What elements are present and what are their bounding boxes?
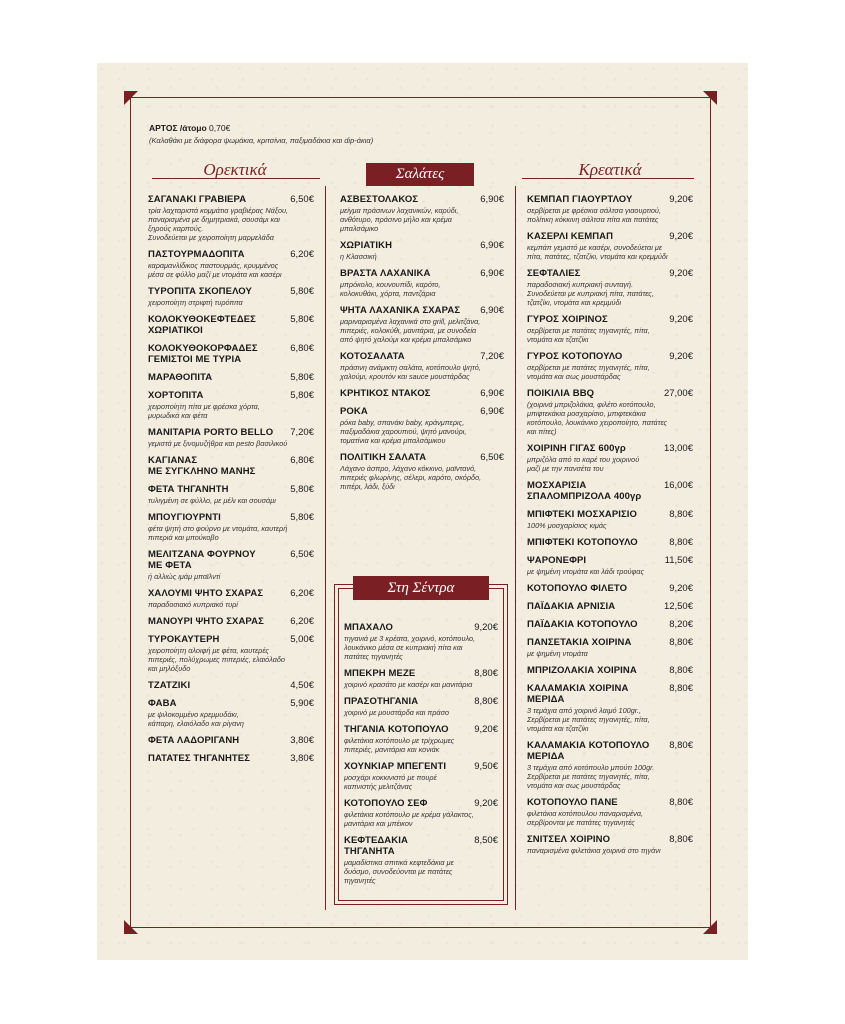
item-description: σερβίρεται με πατάτες τηγανητές, πίτα, ντομάτα και σως μουστάρδας: [527, 363, 650, 381]
item-description: Λάχανο άσπρο, λάχανο κόκκινο, μαϊντανό, πιπεριές φλωρίνης, σέλερι, καρότο, σκόρδο, πιπέρι, λάδι, ξύδι: [340, 464, 482, 491]
item-price: 8,80€: [669, 683, 693, 694]
item-description: ρόκα baby, σπανάκι baby, κράνμπερις, παξιμαδάκια χαρουπιού, ψητό μανούρι, τοματίνια και κρέμα μπαλσάμικου: [340, 418, 467, 445]
item-price: 9,20€: [474, 798, 498, 809]
item-price: 8,80€: [474, 668, 498, 679]
item-price: 3,80€: [290, 735, 314, 746]
menu-item: [527, 351, 693, 381]
item-description: μαριναρισμένα λαχανικά στο grill, μελιτζάνα, πιπεριές, κολοκύθι, μανιτάρια, με συνοδεία από ψητό χαλούμι και κρέμα μπαλσάμικο: [340, 317, 481, 344]
item-price: 9,50€: [474, 761, 498, 772]
menu-item: [148, 698, 314, 728]
item-name: ΚΟΤΟΠΟΥΛΟ ΣΕΦ: [344, 798, 428, 809]
menu-item: [527, 555, 693, 576]
item-price: 8,80€: [669, 834, 693, 845]
item-description: τηγανιά με 3 κρέατα, χοιρινό, κοτόπουλο, λουκάνικο μέσα σε κυπριακή πίτα και πατάτες τηγανητές: [344, 634, 476, 661]
menu-item: [527, 314, 693, 344]
item-description: ή αλλιώς ιμάμ μπαϊλντί: [148, 572, 221, 581]
menu-item: [527, 509, 693, 530]
item-description: παναρισμένα φιλετάκια χοιρινά στο τηγάνι: [527, 846, 661, 855]
item-name: ΜΠΟΥΓΙΟΥΡΝΤΙ: [148, 512, 221, 523]
menu-item: [340, 194, 504, 233]
menu-item: [340, 406, 504, 445]
item-name: ΧΟΡΤΟΠΙΤΑ: [148, 390, 204, 401]
menu-item: [148, 588, 314, 609]
item-price: 9,20€: [669, 194, 693, 205]
item-description: κεμπάπ γεμιστό με κασέρι, συνοδεύεται με πίτα, πατάτες, τζατζίκι, ντομάτα και κρεμμύδι: [527, 243, 668, 261]
item-price: 6,80€: [290, 343, 314, 354]
menu-item: [148, 455, 314, 477]
item-name: ΜΠΡΙΖΟΛΑΚΙΑ ΧΟΙΡΙΝΑ: [527, 665, 637, 676]
menu-item: [527, 443, 693, 473]
menu-item: [148, 549, 314, 581]
item-name: ΠΡΑΣΟΤΗΓΑΝΙΑ: [344, 696, 419, 707]
item-description: 100% μοσχαρίσιος κιμάς: [527, 521, 607, 530]
menu-item: [527, 834, 693, 855]
menu-item: [148, 314, 314, 336]
item-price: 6,20€: [290, 616, 314, 627]
item-description: η Κλασσική: [340, 252, 377, 261]
item-name: ΠΑΪΔΑΚΙΑ ΑΡΝΙΣΙΑ: [527, 601, 616, 612]
item-price: 27,00€: [663, 388, 693, 399]
menu-item: [148, 634, 314, 673]
item-name: ΠΑΤΑΤΕΣ ΤΗΓΑΝΗΤΕΣ: [148, 753, 251, 764]
item-name: ΧΟΙΡΙΝΗ ΓΙΓΑΣ 600γρ: [527, 443, 626, 454]
menu-item: [148, 753, 314, 764]
item-price: 8,80€: [669, 637, 693, 648]
item-description: παραδοσιακή κυπριακή συνταγή. Συνοδεύεται με κυπριακή πίτα, πατάτες, τζατζίκι, ντομάτα και κρεμμύδι: [527, 280, 654, 307]
menu-item: [148, 427, 314, 448]
item-price: 9,20€: [474, 622, 498, 633]
item-price: 5,80€: [290, 390, 314, 401]
item-description: μείγμα πράσινων λαχανικών, καρύδι, ανθότυρο, πράσινο μήλο και κρέμα μπαλσάμικο: [340, 206, 459, 233]
item-price: 5,80€: [290, 286, 314, 297]
menu-item: [148, 249, 314, 279]
item-price: 13,00€: [663, 443, 693, 454]
item-description: μαμαδίστικα σπιτικά κεφτεδάκια με δυόσμο, συνοδεύονται με πατάτες τηγανητές: [344, 858, 454, 885]
item-name: ΜΠΙΦΤΕΚΙ ΜΟΣΧΑΡΙΣΙΟ: [527, 509, 638, 520]
item-price: 5,00€: [290, 634, 314, 645]
menu-item: [148, 390, 314, 420]
item-price: 9,20€: [474, 724, 498, 735]
item-price: 6,90€: [480, 194, 504, 205]
item-description: 3 τεμάχια από χοιρινό λαιμό 100gr., Σερβίρεται με πατάτες τηγανητές, πίτα, ντομάτα και τζατζίκι: [527, 706, 650, 733]
menu-item: [148, 512, 314, 542]
menu-item: [527, 388, 693, 436]
item-description: χοιρινό κρασάτο με κασέρι και μανιτάρια: [344, 680, 473, 689]
menu-item: [527, 480, 693, 502]
item-price: 6,50€: [290, 194, 314, 205]
column-divider: [515, 186, 516, 910]
item-price: 9,20€: [669, 231, 693, 242]
item-description: (χοιρινά μπριζολάκια, φιλέτο κοτόπουλο, μπιφτεκάκια μοσχαρίσιο, μπιφτεκάκια κοτόπουλο, λουκάνικο χειροποίητο, πατάτες και πίτες): [527, 400, 668, 436]
item-price: 5,80€: [290, 372, 314, 383]
item-name: ΜΠΙΦΤΕΚΙ ΚΟΤΟΠΟΥΛΟ: [527, 537, 638, 548]
menu-item: [340, 240, 504, 261]
item-description: παραδοσιακό κυπριακό τυρί: [148, 600, 238, 609]
menu-item: [148, 194, 314, 242]
item-name: ΧΩΡΙΑΤΙΚΗ: [340, 240, 393, 251]
menu-item: [148, 372, 314, 383]
item-price: 8,20€: [669, 619, 693, 630]
menu-item: [344, 696, 498, 717]
item-price: 3,80€: [290, 753, 314, 764]
section-banner-salates: Σαλάτες: [366, 163, 474, 186]
menu-item: [344, 668, 498, 689]
item-description: φιλετάκια κοτόπουλο με κρέμα γάλακτος, μανιτάρια και μπέικον: [344, 810, 474, 828]
item-price: 8,80€: [669, 740, 693, 751]
salates-list: [340, 194, 504, 498]
item-price: 9,20€: [669, 268, 693, 279]
menu-item: [340, 305, 504, 344]
section-title-orektika: Ορεκτικά: [203, 160, 267, 179]
item-name: ΚΕΦΤΕΔΑΚΙΑ ΤΗΓΑΝΗΤΑ: [344, 835, 408, 857]
item-name: ΚΟΛΟΚΥΘΟΚΕΦΤΕΔΕΣ ΧΩΡΙΑΤΙΚΟΙ: [148, 314, 256, 336]
item-description: γεμιστά με ξινομυζήθρα και pesto βασιλικού: [148, 439, 288, 448]
item-price: 6,50€: [480, 452, 504, 463]
item-name: ΣΝΙΤΣΕΛ ΧΟΙΡΙΝΟ: [527, 834, 611, 845]
menu-item: [340, 388, 504, 399]
item-description: 3 τεμάχια από κοτόπουλο μπούτι 100gr. Σερβίρεται με πατάτες τηγανητές, πίτα, ντομάτα και σως μουστάρδας: [527, 763, 655, 790]
item-price: 6,20€: [290, 249, 314, 260]
item-description: φιλετάκια κοτόπουλου παναρισμένα, σερβίρονται με πατάτες τηγανητές: [527, 809, 644, 827]
menu-item: [527, 194, 693, 224]
item-name: ΚΟΛΟΚΥΘΟΚΟΡΦΑΔΕΣ ΓΕΜΙΣΤΟΙ ΜΕ ΤΥΡΙΑ: [148, 343, 258, 365]
item-name: ΑΣΒΕΣΤΟΛΑΚΟΣ: [340, 194, 419, 205]
item-name: ΦΕΤΑ ΛΑΔΟΡΙΓΑΝΗ: [148, 735, 240, 746]
item-description: μπρόκολο, κουνουπίδι, καρότο, κολοκυθάκι, χόρτα, παντζάρια: [340, 280, 441, 298]
menu-item: [527, 601, 693, 612]
item-price: 7,20€: [480, 351, 504, 362]
bread-label: ΑΡΤΟΣ /άτομο: [149, 123, 207, 133]
menu-item: [527, 665, 693, 676]
bread-line: [149, 123, 230, 133]
item-price: 8,80€: [669, 665, 693, 676]
item-name: ΜΑΝΟΥΡΙ ΨΗΤΟ ΣΧΑΡΑΣ: [148, 616, 264, 627]
item-price: 6,90€: [480, 305, 504, 316]
menu-item: [527, 740, 693, 790]
item-price: 5,80€: [290, 484, 314, 495]
menu-item: [344, 622, 498, 661]
item-price: 6,80€: [290, 455, 314, 466]
item-description: με ψιλοκομμένο κρεμμυδάκι, κάπαρη, ελαιόλαδο και ρίγανη: [148, 710, 244, 728]
item-price: 6,90€: [480, 388, 504, 399]
menu-item: [340, 452, 504, 491]
item-price: 9,20€: [669, 351, 693, 362]
menu-item: [527, 268, 693, 307]
item-price: 9,20€: [669, 314, 693, 325]
item-name: ΠΑΣΤΟΥΡΜΑΔΟΠΙΤΑ: [148, 249, 245, 260]
item-price: 8,50€: [474, 835, 498, 846]
item-name: ΤΗΓΑΝΙΑ ΚΟΤΟΠΟΥΛΟ: [344, 724, 449, 735]
item-name: ΜΕΛΙΤΖΑΝΑ ΦΟΥΡΝΟΥ ΜΕ ΦΕΤΑ: [148, 549, 256, 571]
item-name: ΜΠΑΧΑΛΟ: [344, 622, 394, 633]
item-price: 6,20€: [290, 588, 314, 599]
menu-item: [527, 797, 693, 827]
menu-item: [527, 619, 693, 630]
menu-item: [340, 351, 504, 381]
item-price: 5,80€: [290, 314, 314, 325]
item-description: μπριζόλα από το καρέ του χοιρινού μαζί με την πανσέτα του: [527, 455, 640, 473]
item-description: καραμανλίδικος παστουρμάς, κρυμμένος μέσα σε φύλλο μαζί με ντομάτα και κασέρι: [148, 261, 282, 279]
item-name: ΜΠΕΚΡΗ ΜΕΖΕ: [344, 668, 416, 679]
item-name: ΜΑΝΙΤΑΡΙΑ PORTO BELLO: [148, 427, 274, 438]
item-price: 11,50€: [664, 555, 693, 566]
item-name: ΠΟΛΙΤΙΚΗ ΣΑΛΑΤΑ: [340, 452, 427, 463]
item-name: ΚΟΤΟΠΟΥΛΟ ΦΙΛΕΤΟ: [527, 583, 628, 594]
item-description: μοσχάρι κοκκινιστό με πουρέ καπνιστής μελιτζάνας: [344, 773, 437, 791]
item-name: ΧΑΛΟΥΜΙ ΨΗΤΟ ΣΧΑΡΑΣ: [148, 588, 264, 599]
item-price: 6,50€: [290, 549, 314, 560]
menu-item: [344, 798, 498, 828]
menu-item: [527, 231, 693, 261]
item-price: 7,20€: [290, 427, 314, 438]
kreatika-list: [527, 194, 693, 862]
item-price: 4,50€: [290, 680, 314, 691]
orektika-list: [148, 194, 314, 771]
corner-ornament: [124, 91, 138, 105]
item-name: ΣΑΓΑΝΑΚΙ ΓΡΑΒΙΕΡΑ: [148, 194, 247, 205]
item-description: χοιρινό με μουστάρδα και πράσο: [344, 708, 450, 717]
item-name: ΚΑΛΑΜΑΚΙΑ ΧΟΙΡΙΝΑ ΜΕΡΙΔΑ: [527, 683, 629, 705]
item-name: ΠΑΪΔΑΚΙΑ ΚΟΤΟΠΟΥΛΟ: [527, 619, 638, 630]
item-description: πράσινη ανάμικτη σαλάτα, κοτόπουλο ψητό, χαλούμι, κρουτόν και sauce μουστάρδας: [340, 363, 481, 381]
item-name: ΡΟΚΑ: [340, 406, 368, 417]
sentra-list: [344, 622, 498, 892]
item-price: 8,80€: [669, 797, 693, 808]
menu-item: [344, 724, 498, 754]
item-description: φιλετάκια κοτόπουλο με τρίχρωμες πιπεριές, μανιτάρια και κονιάκ: [344, 736, 455, 754]
item-price: 8,80€: [669, 537, 693, 548]
item-name: ΣΕΦΤΑΛΙΕΣ: [527, 268, 581, 279]
item-name: ΚΟΤΟΠΟΥΛΟ ΠΑΝΕ: [527, 797, 618, 808]
menu-item: [527, 537, 693, 548]
item-name: ΒΡΑΣΤΑ ΛΑΧΑΝΙΚΑ: [340, 268, 431, 279]
item-price: 6,90€: [480, 406, 504, 417]
menu-item: [148, 616, 314, 627]
item-name: ΚΑΓΙΑΝΑΣ ΜΕ ΣΥΓΚΛΗΝΟ ΜΑΝΗΣ: [148, 455, 256, 477]
menu-item: [344, 835, 498, 885]
menu-item: [344, 761, 498, 791]
item-description: σερβίρεται με πατάτες τηγανητές, πίτα, ντομάτα και τζατζίκι: [527, 326, 650, 344]
item-name: ΧΟΥΝΚΙΑΡ ΜΠΕΓΕΝΤΙ: [344, 761, 447, 772]
item-description: με ψημένη ντομάτα: [527, 649, 588, 658]
item-name: ΠΟΙΚΙΛΙΑ BBQ: [527, 388, 595, 399]
item-name: ΦΕΤΑ ΤΗΓΑΝΗΤΗ: [148, 484, 229, 495]
item-price: 8,80€: [474, 696, 498, 707]
item-price: 12,50€: [663, 601, 693, 612]
item-description: σερβίρεται με φρέσκια σάλτσα γιαουρτιού, πολίτικη κόκκινη σάλτσα πίτα και πατάτες: [527, 206, 661, 224]
item-name: ΜΟΣΧΑΡΙΣΙΑ ΣΠΑΛΟΜΠΡΙΖΟΛΑ 400γρ: [527, 480, 642, 502]
bread-note: (Καλαθάκι με διάφορα ψωμάκια, κριτσίνια, παξιμαδάκια και dip-άκια): [149, 136, 374, 145]
item-name: ΨΗΤΑ ΛΑΧΑΝΙΚΑ ΣΧΑΡΑΣ: [340, 305, 461, 316]
item-price: 16,00€: [663, 480, 693, 491]
item-name: ΠΑΝΣΕΤΑΚΙΑ ΧΟΙΡΙΝΑ: [527, 637, 632, 648]
menu-item: [527, 583, 693, 594]
item-price: 5,90€: [290, 698, 314, 709]
section-banner-sentra: Στη Σέντρα: [353, 576, 489, 600]
item-name: ΨΑΡΟΝΕΦΡΙ: [527, 555, 587, 566]
item-name: ΚΡΗΤΙΚΟΣ ΝΤΑΚΟΣ: [340, 388, 431, 399]
item-price: 5,80€: [290, 512, 314, 523]
item-description: χειροποίητη αλοιφή με φέτα, καυτερές πιπεριές, πολύχρωμες πιπεριές, ελαιόλαδο και μηλόξυδο: [148, 646, 285, 673]
item-price: 8,80€: [669, 509, 693, 520]
item-name: ΚΑΛΑΜΑΚΙΑ ΚΟΤΟΠΟΥΛΟ ΜΕΡΙΔΑ: [527, 740, 650, 762]
item-description: τυλιγμένη σε φύλλο, με μέλι και σουσάμι: [148, 496, 276, 505]
menu-item: [148, 680, 314, 691]
menu-item: [527, 637, 693, 658]
section-title-kreatika: Κρεατικά: [578, 160, 642, 179]
item-description: φέτα ψητή στο φούρνο με ντομάτα, καυτερή πιπεριά και μπούκοβο: [148, 524, 288, 542]
corner-ornament: [703, 920, 717, 934]
item-name: ΦΑΒΑ: [148, 698, 177, 709]
bread-price: 0,70€: [209, 123, 231, 133]
item-name: ΤΥΡΟΚΑΥΤΕΡΗ: [148, 634, 220, 645]
item-name: ΚΑΣΕΡΛΙ ΚΕΜΠΑΠ: [527, 231, 614, 242]
item-name: ΤΖΑΤΖΙΚΙ: [148, 680, 191, 691]
item-price: 6,90€: [480, 240, 504, 251]
item-name: ΓΥΡΟΣ ΚΟΤΟΠΟΥΛΟ: [527, 351, 623, 362]
item-description: με ψημένη ντομάτα και λάδι τρούφας: [527, 567, 644, 576]
menu-item: [527, 683, 693, 733]
item-price: 6,90€: [480, 268, 504, 279]
item-name: ΚΕΜΠΑΠ ΓΙΑΟΥΡΤΛΟΥ: [527, 194, 633, 205]
menu-item: [148, 286, 314, 307]
item-name: ΚΟΤΟΣΑΛΑΤΑ: [340, 351, 405, 362]
menu-item: [148, 484, 314, 505]
menu-item: [148, 343, 314, 365]
menu-item: [148, 735, 314, 746]
column-divider: [325, 186, 326, 910]
item-name: ΤΥΡΟΠΙΤΑ ΣΚΟΠΕΛΟΥ: [148, 286, 252, 297]
item-name: ΜΑΡΑΘΟΠΙΤΑ: [148, 372, 213, 383]
item-name: ΓΥΡΟΣ ΧΟΙΡΙΝΟΣ: [527, 314, 608, 325]
item-price: 9,20€: [669, 583, 693, 594]
menu-item: [340, 268, 504, 298]
item-description: χειροποίητη στριφτή τυρόπιτα: [148, 298, 243, 307]
item-description: τρία λαχταριστά κομμάτια γραβιέρας Νάξου, παναρισμένα με δημητριακά, σουσάμι και ξηρούς καρπούς. Συνοδεύεται με χειροποίητη μαρμελάδα: [148, 206, 289, 242]
item-description: χειροποίητη πίτα με φρέσκα χόρτα, μυρωδικά και φέτα: [148, 402, 260, 420]
